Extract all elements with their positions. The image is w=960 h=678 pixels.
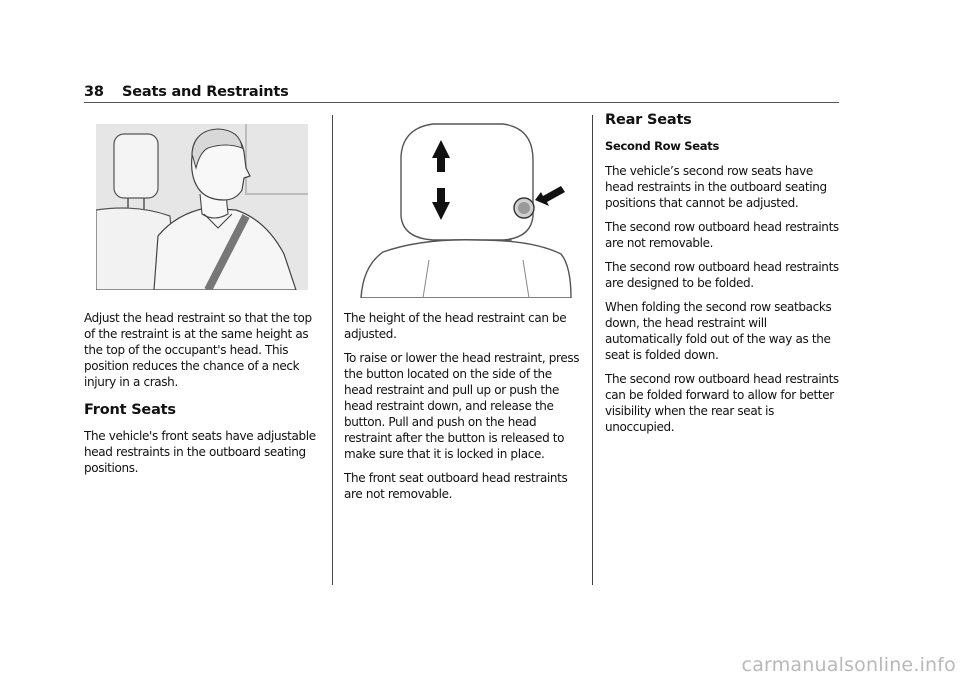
head-restraint-adjustment-illustration bbox=[353, 116, 573, 298]
second-row-not-adjustable-paragraph: The vehicle’s second row seats have head restraints in the outboard seating positions that cannot be adjusted. bbox=[605, 164, 827, 210]
header-divider bbox=[84, 102, 839, 103]
front-not-removable-paragraph: The front seat outboard head restraints are not removable. bbox=[344, 471, 568, 501]
second-row-not-removable-paragraph: The second row outboard head restraints are not removable. bbox=[605, 220, 839, 250]
section-title: Seats and Restraints bbox=[122, 84, 289, 100]
page-header bbox=[84, 84, 838, 100]
rear-seats-heading: Rear Seats bbox=[605, 112, 692, 128]
fold-forward-visibility-paragraph: The second row outboard head restraints can be folded forward to allow for better visibility when the rear seat is unoccupied. bbox=[605, 372, 839, 434]
second-row-folded-paragraph: The second row outboard head restraints are designed to be folded. bbox=[605, 260, 839, 290]
front-seats-heading: Front Seats bbox=[84, 402, 176, 418]
column-divider-left bbox=[332, 115, 333, 585]
middle-column bbox=[344, 310, 580, 510]
column-divider-right bbox=[592, 115, 593, 585]
site-watermark: carmanualsonline.info bbox=[741, 654, 956, 676]
occupant-head-restraint-illustration bbox=[96, 124, 308, 290]
page-number: 38 bbox=[84, 84, 104, 100]
height-adjustable-paragraph: The height of the head restraint can be adjusted. bbox=[344, 311, 567, 341]
folding-seatbacks-paragraph: When folding the second row seatbacks down, the head restraint will automatically fold out of the way as the seat is folded down. bbox=[605, 300, 832, 362]
front-seats-paragraph: The vehicle's front seats have adjustable head restraints in the outboard seating positions. bbox=[84, 429, 316, 475]
right-column bbox=[605, 112, 841, 443]
raise-lower-instructions-paragraph: To raise or lower the head restraint, press the button located on the side of the head restraint and pull up or push the head restraint down, and release the button. Pull and push on the head restraint after the button is released to make sure that it is locked in place. bbox=[344, 351, 580, 461]
left-column bbox=[84, 310, 322, 484]
adjust-instruction-paragraph: Adjust the head restraint so that the top of the restraint is at the same height as the top of the occupant's head. This position reduces the chance of a neck injury in a crash. bbox=[84, 311, 312, 389]
second-row-seats-subheading: Second Row Seats bbox=[605, 139, 719, 153]
